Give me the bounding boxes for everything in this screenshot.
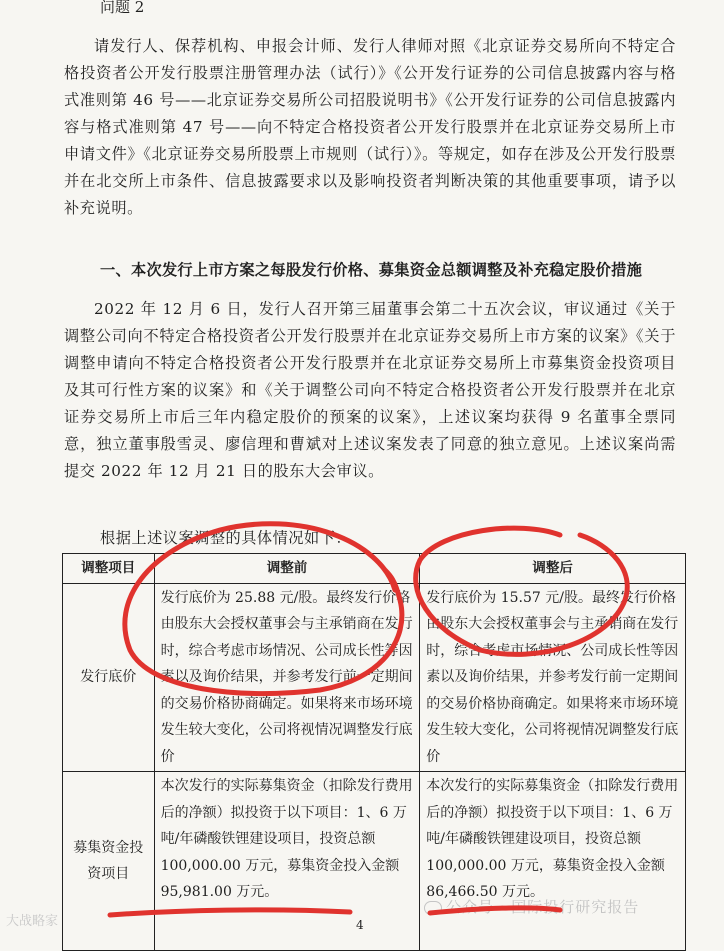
cell-after: 本次发行的实际募集资金（扣除发行费用后的净额）拟投资于以下项目：1、6 万吨/年磷酸铁锂建设项目，投资总额 100,000.00 万元，募集资金投入金额 86,466.50 万元。 (420, 772, 686, 951)
row-item-issue-price: 发行底价 (63, 583, 155, 772)
watermark-left: 大战略家 (6, 914, 59, 929)
section-title: 一、本次发行上市方案之每股发行价格、募集资金总额调整及补充稳定股价措施 (100, 261, 643, 279)
page-number: 4 (356, 918, 364, 932)
wechat-icon (424, 901, 442, 915)
header-item: 调整项目 (63, 554, 155, 584)
watermark-right (424, 896, 639, 917)
table-header-row (63, 554, 686, 584)
header-after: 调整后 (420, 554, 686, 584)
watermark-right-text: 公众号 · 国际投行研究报告 (446, 898, 640, 916)
header-before: 调整前 (154, 554, 420, 584)
cell-after: 发行底价为 15.57 元/股。最终发行价格由股东大会授权董事会与主承销商在发行时，综合考虑市场情况、公司成长性等因素以及询价结果，并参考发行前一定期间的交易价格协商确定。如果将来市场环境发生较大变化，公司将视情况调整发行底价 (420, 583, 686, 772)
table-row (63, 583, 686, 772)
board-meeting-paragraph: 2022 年 12 月 6 日，发行人召开第三届董事会第二十五次会议，审议通过《关于调整公司向不特定合格投资者公开发行股票并在北京证券交易所上市方案的议案》《关于调整申请向不特定合格投资者公开发行股票并在北京证券交易所上市募集资金投资项目及其可行性方案的议案》和《关于调整公司向不特定合格投资者公开发行股票并在北京证券交易所上市后三年内稳定股价的预案的议案》，上述议案均获得 9 名董事全票同意，独立董事殷雪灵、廖信理和曹斌对上述议案发表了同意的独立意见。上述议案尚需提交 2022 年 12 月 21 日的股东大会审议。 (64, 300, 676, 480)
question-heading: 问题 2 (100, 0, 145, 16)
cell-before: 发行底价为 25.88 元/股。最终发行价格由股东大会授权董事会与主承销商在发行时，综合考虑市场情况、公司成长性等因素以及询价结果，并参考发行前一定期间的交易价格协商确定。如果将来市场环境发生较大变化，公司将视情况调整发行底价 (154, 583, 420, 772)
row-item-fund-project: 募集资金投资项目 (63, 772, 155, 951)
adjustment-table (62, 553, 686, 951)
table-row (63, 772, 686, 951)
table-intro: 根据上述议案调整的具体情况如下： (100, 529, 351, 547)
request-paragraph: 请发行人、保荐机构、申报会计师、发行人律师对照《北京证券交易所向不特定合格投资者公开发行股票注册管理办法（试行）》《公开发行证券的公司信息披露内容与格式准则第 46 号——北京证券交易所公司招股说明书》《公开发行证券的公司信息披露内容与格式准则第 47 号——向不特定合格投资者公开发行股票并在北京证券交易所上市申请文件》《北京证券交易所股票上市规则（试行）》。等规定，如存在涉及公开发行股票并在北交所上市条件、信息披露要求以及影响投资者判断决策的其他重要事项，请予以补充说明。 (64, 37, 676, 217)
cell-before: 本次发行的实际募集资金（扣除发行费用后的净额）拟投资于以下项目：1、6 万吨/年磷酸铁锂建设项目，投资总额 100,000.00 万元，募集资金投入金额 95,981.00 万元。 (154, 772, 420, 951)
